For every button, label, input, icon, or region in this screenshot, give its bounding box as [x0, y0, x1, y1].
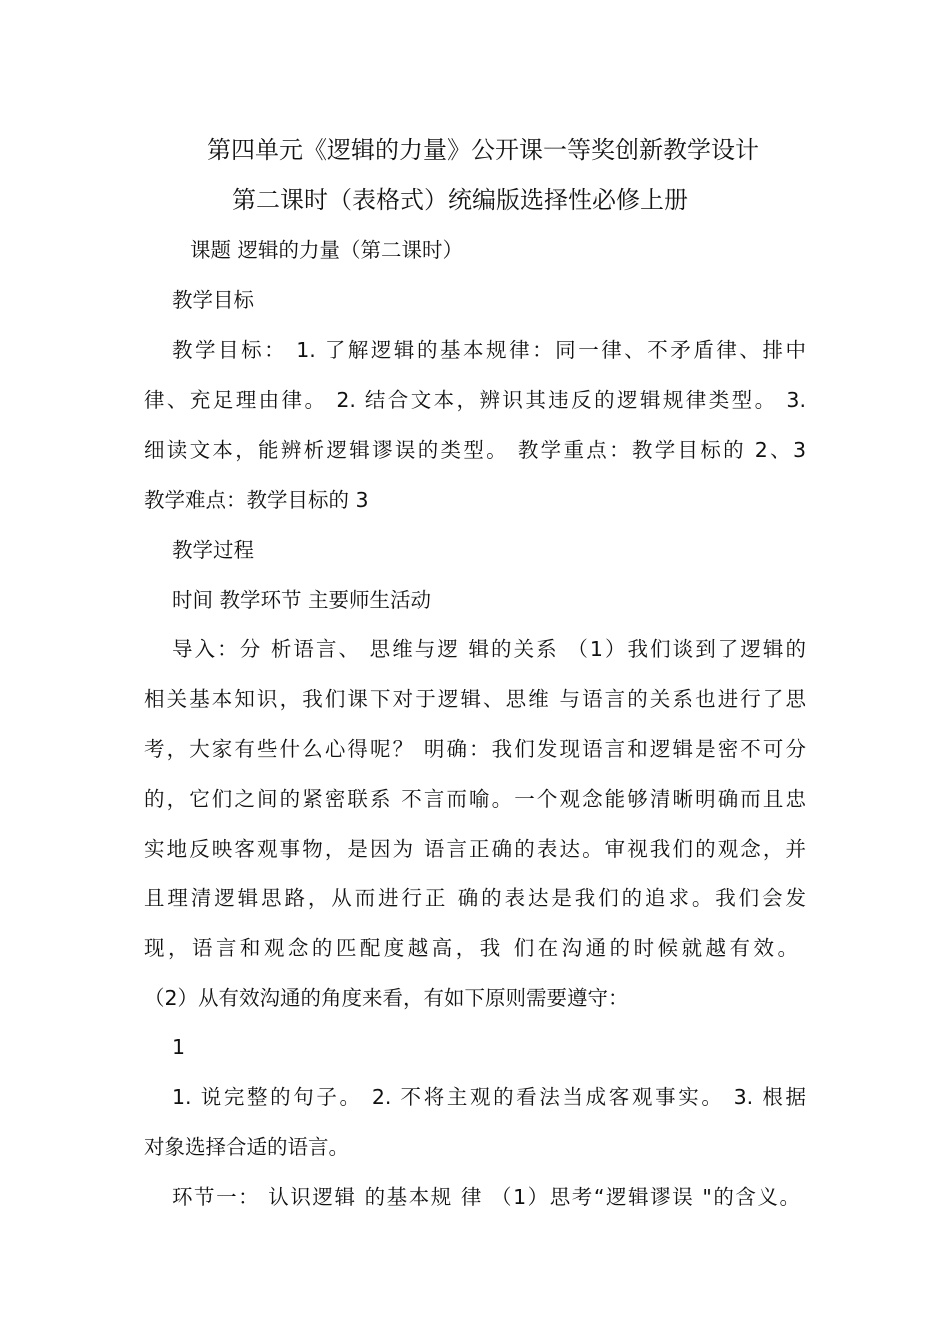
- paragraph-line: 考，大家有些什么心得呢？ 明确：我们发现语言和逻辑是密不可分: [144, 737, 806, 761]
- paragraph-line: 现，语言和观念的匹配度越高，我 们在沟通的时候就越有效。: [144, 936, 798, 960]
- paragraph-line: 律、充足理由律。 2. 结合文本，辨识其违反的逻辑规律类型。 3.: [144, 388, 806, 412]
- paragraph-line: 实地反映客观事物，是因为 语言正确的表达。审视我们的观念，并: [144, 837, 806, 861]
- paragraph-line: 细读文本，能辨析逻辑谬误的类型。 教学重点：教学目标的 2、3: [144, 438, 806, 462]
- page-number-marker: 1: [172, 1035, 186, 1059]
- document-title-line-2: 第二课时（表格式）统编版选择性必修上册: [232, 186, 688, 214]
- paragraph-line: 且理清逻辑思路，从而进行正 确的表达是我们的追求。我们会发: [144, 886, 806, 910]
- section-heading-objectives: 教学目标: [172, 288, 254, 312]
- paragraph-line: 导入：分 析语言、 思维与逻 辑的关系 （1）我们谈到了逻辑的: [172, 637, 806, 661]
- paragraph-line: 教学难点：教学目标的 3: [144, 488, 369, 512]
- document-title-line-1: 第四单元《逻辑的力量》公开课一等奖创新教学设计: [207, 136, 759, 164]
- lesson-topic: 课题 逻辑的力量（第二课时）: [190, 238, 464, 262]
- paragraph-line: 的，它们之间的紧密联系 不言而喻。一个观念能够清晰明确而且忠: [144, 787, 806, 811]
- paragraph-line: 1. 说完整的句子。 2. 不将主观的看法当成客观事实。 3. 根据: [172, 1085, 806, 1109]
- paragraph-line: 教学目标： 1. 了解逻辑的基本规律：同一律、不矛盾律、排中: [172, 338, 806, 362]
- paragraph-line: 对象选择合适的语言。: [144, 1135, 349, 1159]
- paragraph-line: （2）从有效沟通的角度来看，有如下原则需要遵守：: [144, 986, 629, 1010]
- paragraph-line: 相关基本知识，我们课下对于逻辑、思维 与语言的关系也进行了思: [144, 687, 806, 711]
- paragraph-line: 环节一： 认识逻辑 的基本规 律 （1）思考“逻辑谬误 "的含义。: [172, 1185, 800, 1209]
- table-header-line: 时间 教学环节 主要师生活动: [172, 588, 432, 612]
- section-heading-process: 教学过程: [172, 538, 254, 562]
